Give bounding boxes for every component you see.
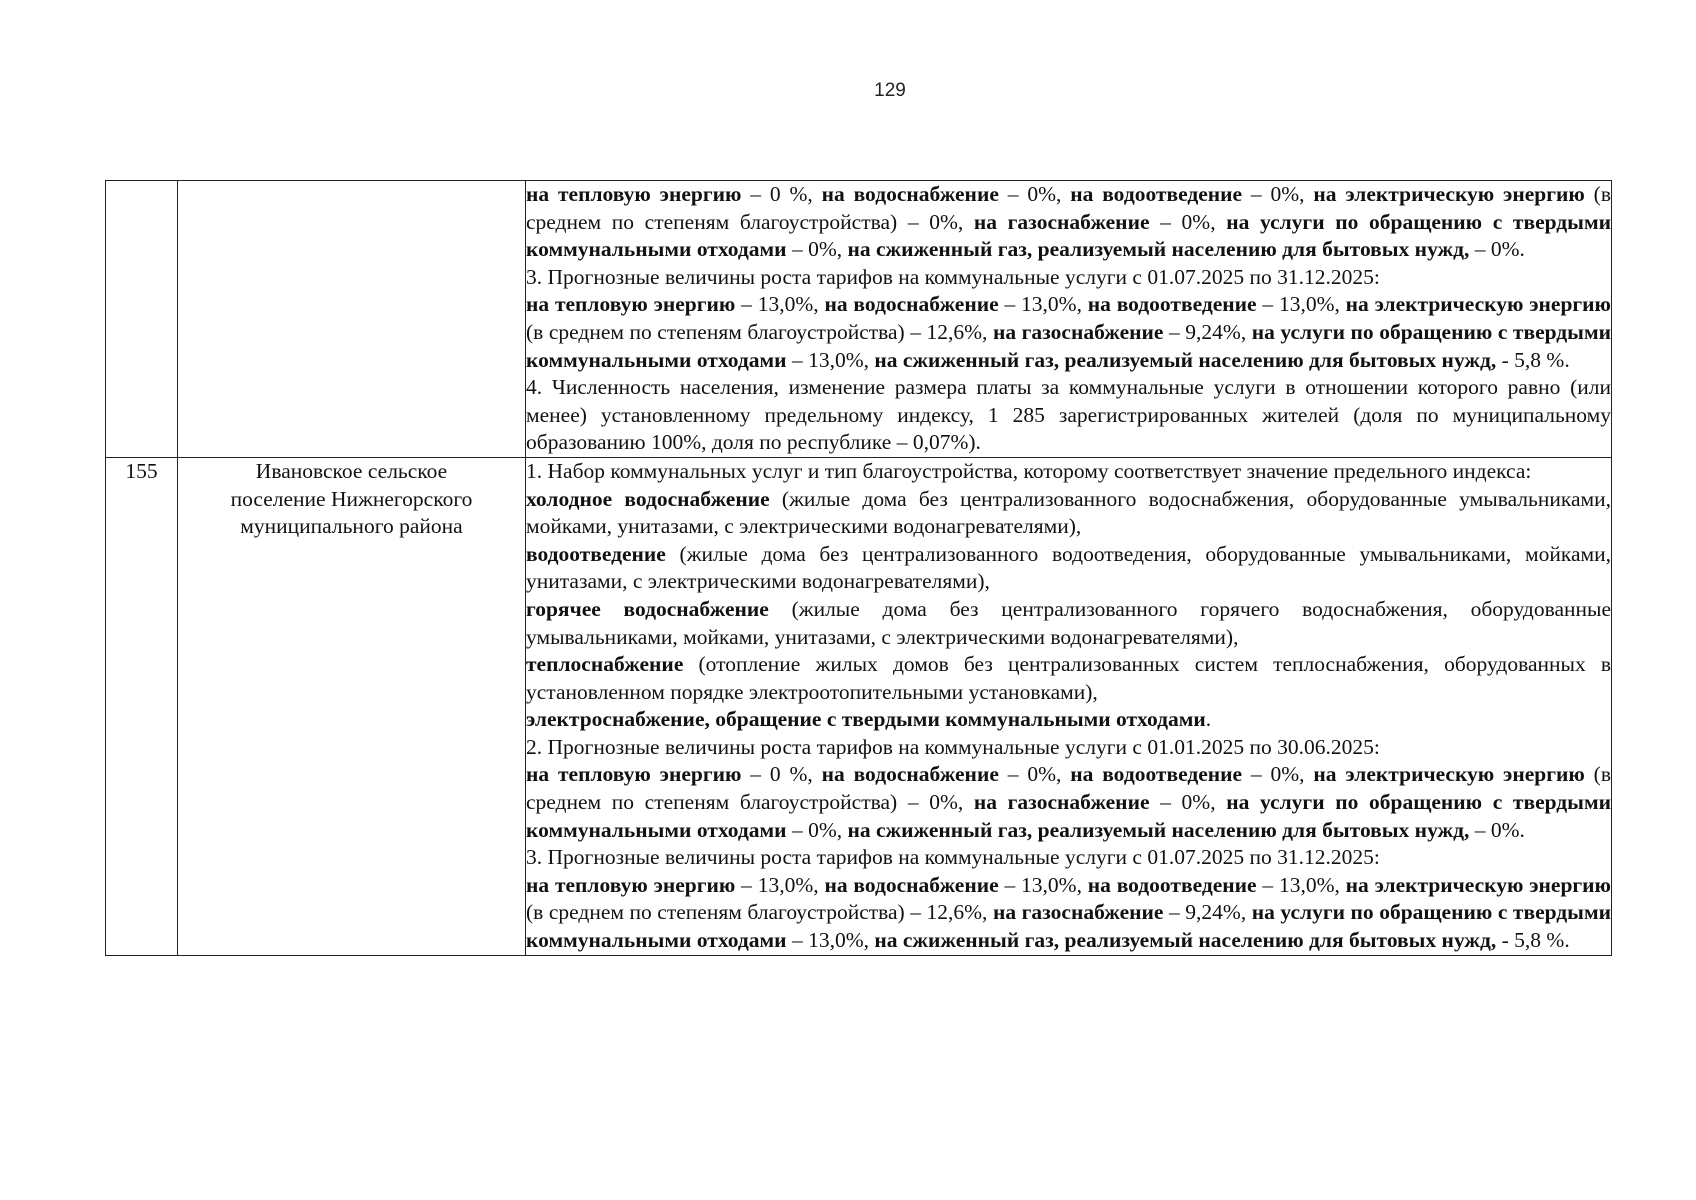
tariff-paragraph [526,458,1611,486]
bold-text-segment: на услуги по обращению с твердыми коммунальными отходами [526,209,1611,262]
text-segment: (отопление жилых домов без централизованных систем теплоснабжения, оборудованных в установленном порядке электроотопительными установками), [526,652,1611,704]
bold-text-segment: на сжиженный газ, реализуемый населению для бытовых нужд, [847,817,1470,842]
text-segment: – 9,24%, [1163,319,1252,344]
bold-text-segment: горячее водоснабжение [526,596,769,621]
bold-text-segment: на электрическую энергию [1345,292,1611,317]
text-segment: – 0 %, [741,182,822,206]
bold-text-segment: на водоснабжение [824,292,999,317]
text-segment: – 0%, [998,182,1071,206]
text-segment: (жилые дома без централизованного водоотведения, оборудованные умывальниками, мойками, унитазами, с электрическими водонагревателями), [526,541,1611,594]
text-segment: (в среднем по степеням благоустройства) – 0%, [526,182,1611,234]
bold-text-segment: на водоотведение [1070,182,1243,206]
bold-text-segment: холодное водоснабжение [526,486,770,511]
text-segment: 3. Прогнозные величины роста тарифов на коммунальные услуги с 01.07.2025 по 31.12.2025: [526,845,1380,870]
text-segment: – 13,0%, [786,347,875,372]
text-segment: 2. Прогнозные величины роста тарифов на коммунальные услуги с 01.01.2025 по 30.06.2025: [526,734,1380,759]
text-segment: – 0%. [1469,817,1525,842]
text-segment: – 13,0%, [998,872,1088,897]
bold-text-segment: на водоотведение [1087,292,1257,317]
bold-text-segment: теплоснабжение [526,652,684,677]
text-segment: (в среднем по степеням благоустройства) – 12,6%, [526,900,993,925]
text-segment: – 13,0%, [1256,292,1346,317]
tariff-paragraph [526,264,1611,292]
text-segment: – 0 %, [741,762,822,787]
tariff-paragraph [526,374,1611,457]
text-segment: - 5,8 %. [1496,347,1570,372]
bold-text-segment: на сжиженный газ, реализуемый населению для бытовых нужд, [847,237,1470,262]
text-segment: – 0%, [786,237,848,262]
bold-text-segment: на сжиженный газ, реализуемый населению для бытовых нужд, [874,347,1497,372]
municipality-name-cell [178,181,526,458]
text-segment: – 0%, [1149,209,1227,234]
text-segment: (жилые дома без централизованного горячего водоснабжения, оборудованные умывальниками, мойками, унитазами, с электрическими водонагревателями), [526,596,1611,649]
text-segment: . [1205,707,1212,732]
text-segment: (в среднем по степеням благоустройства) – 12,6%, [526,319,993,344]
bold-text-segment: на электрическую энергию [1345,872,1611,897]
bold-text-segment: на тепловую энергию [526,292,736,317]
text-segment: – 0%, [1242,762,1314,787]
page-number: 129 [874,80,906,101]
bold-text-segment: на сжиженный газ, реализуемый населению для бытовых нужд, [874,928,1497,953]
tariff-description-cell [526,181,1612,458]
bold-text-segment: на услуги по обращению с твердыми коммунальными отходами [526,790,1611,842]
tariff-paragraph [526,872,1611,955]
text-segment: - 5,8 %. [1496,928,1570,953]
tariff-table [105,180,1612,956]
text-segment: 3. Прогнозные величины роста тарифов на коммунальные услуги с 01.07.2025 по 31.12.2025: [526,264,1380,289]
row-number-cell: 155 [106,457,178,955]
text-segment: 4. Численность населения, изменение размера платы за коммунальные услуги в отношении которого равно (или менее) установленному предельному индексу, 1 285 зарегистрированных жителей (доля по муниципальному образованию 100%, доля по республике – 0,07%). [526,375,1611,455]
bold-text-segment: на тепловую энергию [526,872,736,897]
tariff-paragraph [526,486,1611,541]
tariff-paragraph [526,734,1611,762]
bold-text-segment: на водоснабжение [821,182,999,206]
table-row [106,181,1612,458]
text-segment: (жилые дома без централизованного водоснабжения, оборудованные умывальниками, мойками, унитазами, с электрическими водонагревателями), [526,486,1611,539]
bold-text-segment: на водоотведение [1070,762,1243,787]
bold-text-segment: на водоснабжение [821,762,999,787]
row-number-cell [106,181,178,458]
text-segment: (в среднем по степеням благоустройства) – 0%, [526,762,1611,815]
text-segment: 1. Набор коммунальных услуг и тип благоустройства, которому соответствует значение предельного индекса: [526,458,1532,483]
bold-text-segment: на тепловую энергию [526,182,742,206]
bold-text-segment: на электрическую энергию [1313,762,1585,787]
text-segment: – 13,0%, [1256,872,1346,897]
text-segment: – 9,24%, [1163,900,1252,925]
municipality-name-line: поселение Нижнегорского [230,486,473,511]
bold-text-segment: на услуги по обращению с твердыми коммунальными отходами [526,900,1611,953]
text-segment: – 13,0%, [735,872,825,897]
bold-text-segment: на газоснабжение [973,790,1150,815]
tariff-paragraph [526,761,1611,844]
tariff-paragraph [526,291,1611,374]
municipality-name-cell [178,457,526,955]
bold-text-segment: водоотведение [526,541,666,566]
tariff-paragraph [526,706,1611,734]
tariff-paragraph [526,596,1611,651]
text-segment: – 0%, [1242,182,1314,206]
text-segment: – 13,0%, [998,292,1088,317]
tariff-paragraph [526,541,1611,596]
bold-text-segment: на газоснабжение [992,319,1164,344]
bold-text-segment: на водоотведение [1087,872,1257,897]
bold-text-segment: электроснабжение, обращение с твердыми коммунальными отходами [526,707,1206,732]
bold-text-segment: на услуги по обращению с твердыми коммунальными отходами [526,319,1611,372]
text-segment: – 13,0%, [786,928,875,953]
text-segment: – 13,0%, [735,292,825,317]
bold-text-segment: на тепловую энергию [526,762,742,787]
tariff-paragraph [526,181,1611,264]
municipality-name-line: Ивановское сельское [255,458,448,483]
bold-text-segment: на газоснабжение [992,900,1164,925]
tariff-description-cell [526,457,1612,955]
bold-text-segment: на газоснабжение [973,209,1150,234]
table-row [106,457,1612,955]
bold-text-segment: на водоснабжение [824,872,999,897]
text-segment: – 0%, [786,817,848,842]
municipality-name-line: муниципального района [240,514,463,539]
bold-text-segment: на электрическую энергию [1313,182,1585,206]
text-segment: – 0%, [998,762,1071,787]
tariff-paragraph [526,844,1611,872]
text-segment: – 0%. [1469,237,1525,262]
text-segment: – 0%, [1149,790,1227,815]
tariff-paragraph [526,651,1611,706]
